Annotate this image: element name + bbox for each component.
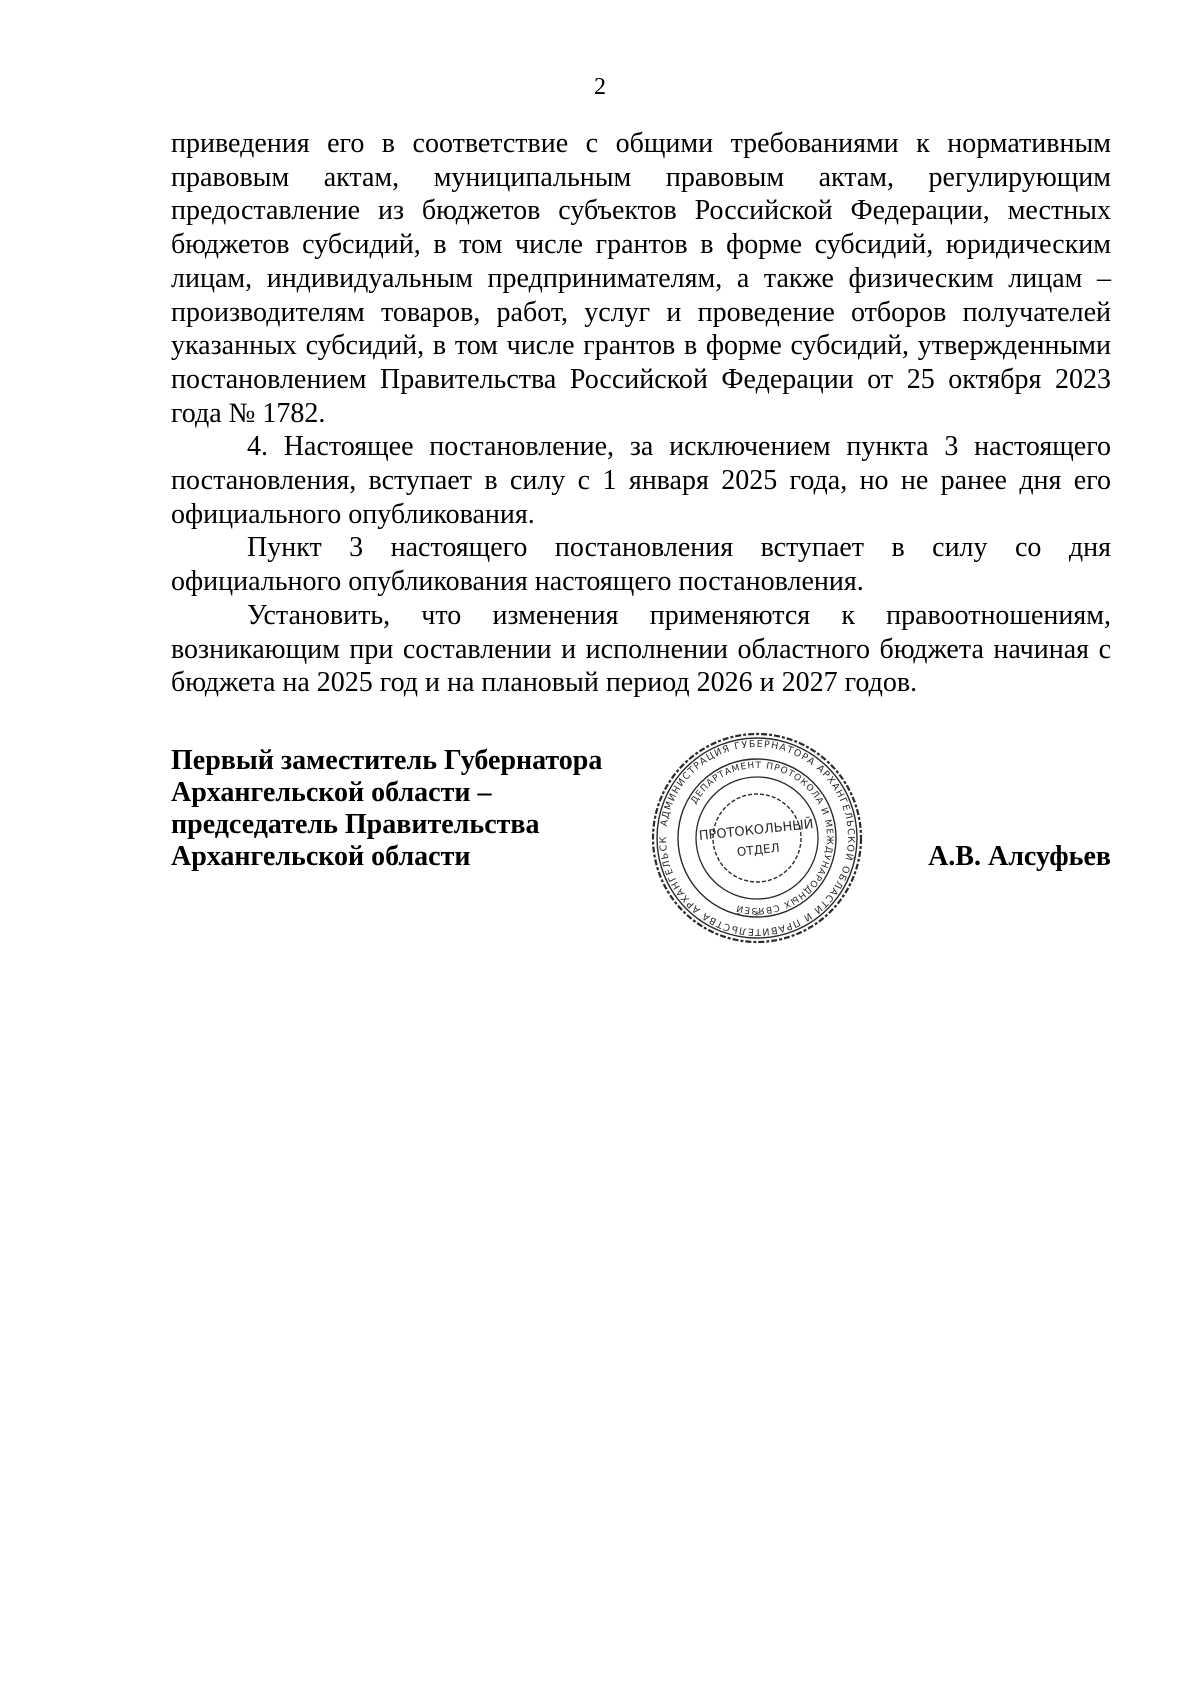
paragraph-application: Установить, что изменения применяются к правоотношениям, возникающим при составлении и исполнении областного бюджета начиная с бюджета на 2025 год и на плановый период 2026 и 2027 годов. bbox=[171, 599, 1111, 699]
document-body bbox=[171, 127, 1111, 700]
signatory-position bbox=[171, 745, 641, 873]
svg-text:*: * bbox=[754, 909, 760, 922]
signatory-position-line: Архангельской области – bbox=[171, 777, 492, 808]
signatory-position-line: Первый заместитель Губернатора bbox=[171, 745, 603, 776]
signatory-position-line: Архангельской области bbox=[171, 841, 471, 872]
paragraph-item-4: 4. Настоящее постановление, за исключением пункта 3 настоящего постановления, вступает в силу с 1 января 2025 года, но не ранее дня его официального опубликования. bbox=[171, 431, 1111, 530]
svg-text:ДЕПАРТАМЕНТ ПРОТОКОЛА И МЕЖДУН: ДЕПАРТАМЕНТ ПРОТОКОЛА И МЕЖДУНАРОДНЫХ СВЯЗЕЙ bbox=[689, 760, 835, 916]
stamp-seal-icon bbox=[647, 728, 867, 948]
stamp-center-line1: ПРОТОКОЛЬНЫЙ bbox=[698, 817, 815, 845]
paragraph-item-3-effect: Пункт 3 настоящего постановления вступает в силу со дня официального опубликования настоящего постановления. bbox=[171, 532, 1111, 598]
paragraph-continuation: приведения его в соответствие с общими требованиями к нормативным правовым актам, муниципальным правовым актам, регулирующим предоставление из бюджетов субъектов Российской Федерации, местных бюджетов субсидий, в том числе грантов в форме субсидий, юридическим лицам, индивидуальным предпринимателям, а также физическим лицам – производителям товаров, работ, услуг и проведение отборов получателей указанных субсидий, в том числе грантов в форме субсидий, утвержденными постановлением Правительства Российской Федерации от 25 октября 2023 года № 1782. bbox=[171, 128, 1111, 429]
signatory-position-line: председатель Правительства bbox=[171, 809, 540, 840]
signatory-name: А.В. Алсуфьев bbox=[928, 841, 1111, 872]
stamp-center-line2: ОТДЕЛ bbox=[736, 840, 781, 860]
official-stamp bbox=[647, 728, 867, 948]
page-number: 2 bbox=[594, 74, 606, 100]
svg-text:АДМИНИСТРАЦИЯ ГУБЕРНАТОРА АРХА: АДМИНИСТРАЦИЯ ГУБЕРНАТОРА АРХАНГЕЛЬСКОЙ ОБЛАСТИ И ПРАВИТЕЛЬСТВА АРХАНГЕЛЬСК bbox=[657, 738, 857, 938]
